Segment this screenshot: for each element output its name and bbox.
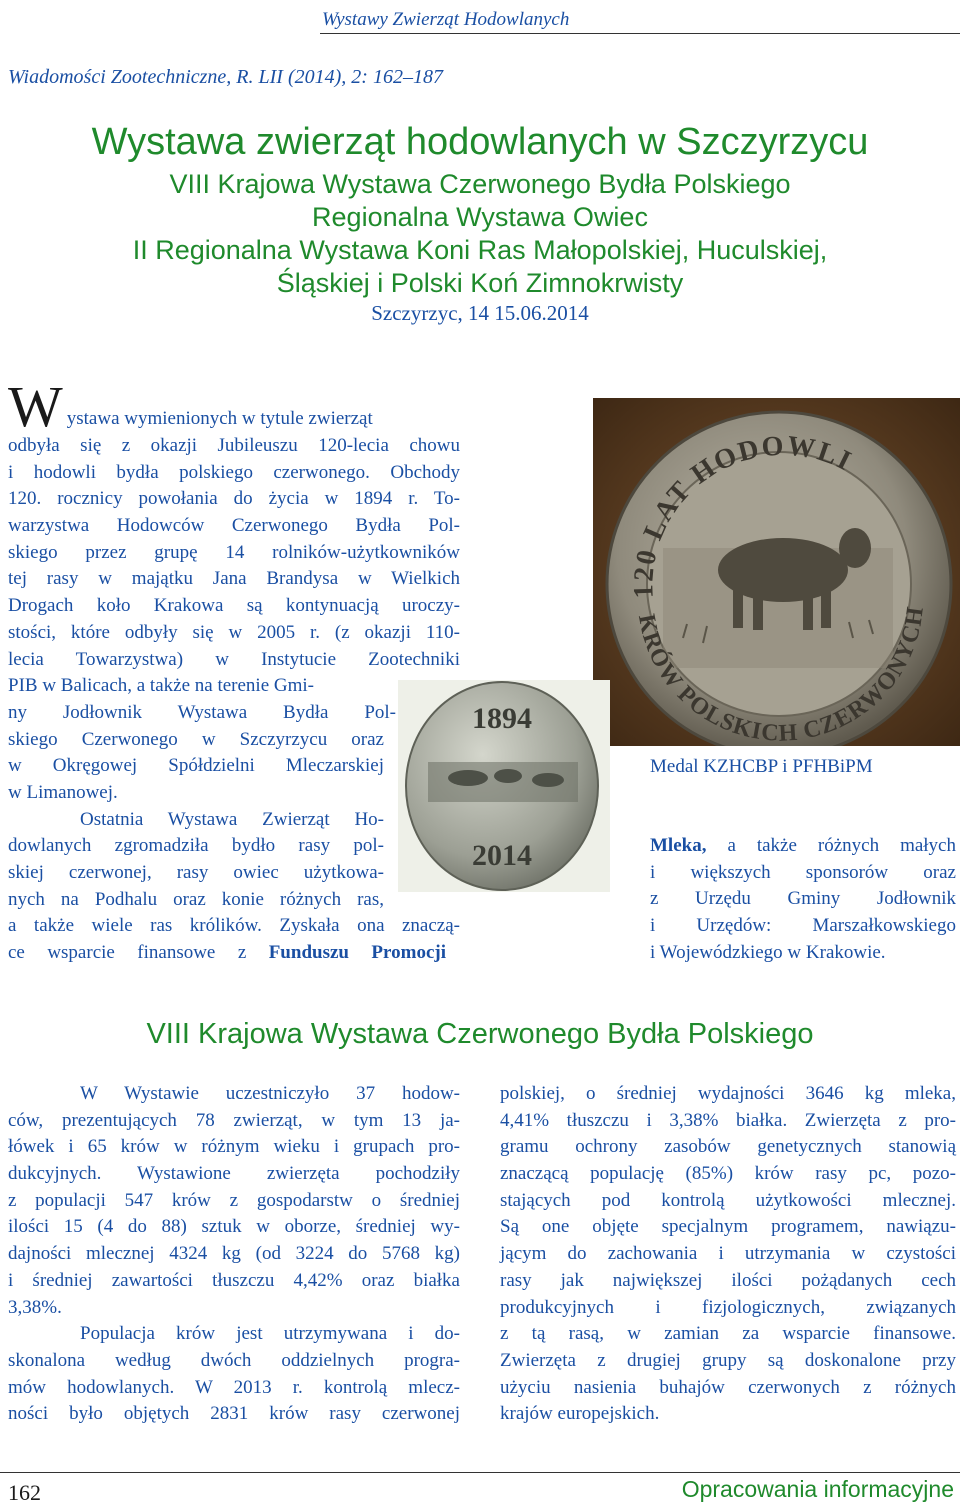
sponsors-paragraph <box>650 833 956 966</box>
col-line: krajów europejskich. <box>500 1403 660 1425</box>
col-line: W Wystawie uczestniczyło 37 hodow- <box>80 1083 460 1104</box>
col-line: Populacja krów jest utrzymywana i do- <box>80 1323 460 1345</box>
sponsors-line: z Urzędu Gminy Jodłownik <box>650 888 956 910</box>
sponsors-line <box>650 833 956 860</box>
medal-inscription-top: 120 LAT HODOWLI <box>628 430 858 599</box>
running-head: Wystawy Zwierząt Hodowlanych <box>322 9 570 30</box>
col-line: 3,38%. <box>8 1296 62 1318</box>
subtitle-horses-cont: Śląskiej i Polski Koń Zimnokrwisty <box>276 268 684 298</box>
drop-cap: W <box>8 374 63 439</box>
col-line: polskiej, o średniej wydajności 3646 kg mleka, <box>500 1083 956 1104</box>
col-line: ilości 15 (4 do 88) sztuk w oborze, średniej wy- <box>8 1216 460 1238</box>
medal-caption: Medal KZHCBP i PFHBiPM <box>650 756 873 777</box>
sponsors-line: i Wojewódzkiego w Krakowie. <box>650 941 886 963</box>
intro-line: dowlanych zgromadziła bydło rasy pol- <box>8 835 384 857</box>
col-line: dukcyjnych. Wystawione zwierzęta pochodziły <box>8 1163 460 1185</box>
place-date: Szczyrzyc, 14 15.06.2014 <box>371 301 589 325</box>
intro-line: PIB w Balicach, a także na terenie Gmi- <box>8 675 314 697</box>
col-line: znaczącą populację (85%) krów rasy pc, pozo- <box>500 1163 956 1185</box>
footer-section-name: Opracowania informacyjne <box>681 1476 954 1502</box>
intro-line: nych na Podhalu oraz konie różnych ras, <box>8 888 384 910</box>
col-line: rasy jak największej ilości pożądanych cech <box>500 1269 956 1291</box>
intro-line: skiego przez grupę 14 rolników-użytkowników <box>8 541 460 563</box>
intro-line: Ostatnia Wystawa Zwierząt Ho- <box>80 808 384 830</box>
col-line: produkcyjnych i fizjologicznych, związanych <box>500 1296 956 1318</box>
col-line: i średniej zawartości tłuszczu 4,42% oraz białka <box>8 1269 460 1291</box>
page-number: 162 <box>8 1480 41 1505</box>
col-line: z tą rasą, w zamian za wsparcie finansowe. <box>500 1323 956 1345</box>
intro-line: a także wiele ras królików. Zyskała ona znaczą- <box>8 915 460 937</box>
col-line: skonalona według dwóch oddzielnych progra- <box>8 1349 460 1371</box>
intro-line: ystawa wymienionych w tytule zwierząt <box>66 408 373 429</box>
fund-name: Funduszu Promocji <box>268 942 446 964</box>
section-right-column <box>500 1081 956 1428</box>
sponsors-line: i większych sponsorów oraz <box>650 861 956 883</box>
sponsors-line: i Urzędów: Marszałkowskiego <box>650 915 956 937</box>
intro-line: i hodowli bydła polskiego czerwonego. Obchody <box>8 461 460 483</box>
col-line: dajności mlecznej 4324 kg (od 3224 do 5768 kg) <box>8 1243 460 1265</box>
col-line: ności było objętych 2831 krów rasy czerwonej <box>8 1403 460 1425</box>
intro-line: skiej czerwonej, rasy owiec użytkowa- <box>8 862 384 883</box>
intro-paragraph <box>8 433 460 967</box>
col-line: mów hodowlanych. W 2013 r. kontrolą mlecz- <box>8 1376 460 1398</box>
col-line: użyciu nasienia buhajów czerwonych z różnych <box>500 1376 956 1398</box>
intro-line: warzystwa Hodowców Czerwonego Bydła Pol- <box>8 515 460 537</box>
col-line: łówek i 65 krów w różnym wieku i grupach pro- <box>8 1136 460 1158</box>
article-title: Wystawa zwierząt hodowlanych w Szczyrzycu <box>91 121 869 163</box>
article-subtitles <box>0 168 960 300</box>
intro-line: odbyła się z okazji Jubileuszu 120-lecia chowu <box>8 435 460 456</box>
medal-year-top: 1894 <box>472 702 532 735</box>
subtitle-horses: II Regionalna Wystawa Koni Ras Małopolskiej, Huculskiej, <box>132 235 828 265</box>
col-line: Są one objęte specjalnym programem, nawiązu- <box>500 1216 956 1238</box>
subtitle-sheep: Regionalna Wystawa Owiec <box>312 202 648 232</box>
col-line: stających pod kontrolą użytkowości mlecznej. <box>500 1189 956 1211</box>
footer-rule <box>0 1472 960 1473</box>
medal-large-drawing <box>593 398 960 746</box>
intro-line: Drogach koło Krakowa są kontynuacją uroczy- <box>8 595 460 617</box>
section-left-column <box>8 1081 460 1428</box>
col-line: Zwierzęta z drugiej grupy są doskonalone przy <box>500 1349 956 1371</box>
intro-first-line <box>8 374 460 439</box>
col-line: ców, prezentujących 78 zwierząt, w tym 13 ja- <box>8 1109 460 1131</box>
intro-line: lecia Towarzystwa) w Instytucie Zootechniki <box>8 648 460 670</box>
medal-year-bottom: 2014 <box>472 839 532 872</box>
intro-line: tej rasy w majątku Jana Brandysa w Wielkich <box>8 568 460 590</box>
col-line: jącym do zachowania i utrzymania w czystości <box>500 1243 956 1265</box>
col-line: z populacji 547 krów z gospodarstw o średniej <box>8 1189 460 1211</box>
intro-line: w Limanowej. <box>8 781 118 803</box>
col-line: gramu ochrony zasobów genetycznych stanowią <box>500 1136 956 1158</box>
intro-line: stości, które odbyły się w 2005 r. (z okazji 110- <box>8 621 460 643</box>
intro-line: w Okręgowej Spółdzielni Mleczarskiej <box>8 755 384 777</box>
col-line: 4,41% tłuszczu i 3,38% białka. Zwierzęta z pro- <box>500 1109 956 1131</box>
medal-large-photo <box>593 398 960 746</box>
sponsors-line1: a także różnych małych <box>706 835 956 856</box>
intro-last-line <box>8 940 446 967</box>
intro-line: skiego Czerwonego w Szczyrzycu oraz <box>8 728 384 750</box>
intro-last-text: ce wsparcie finansowe z <box>8 942 269 964</box>
medal-small-drawing <box>398 680 610 892</box>
header-rule <box>320 33 960 34</box>
section-heading: VIII Krajowa Wystawa Czerwonego Bydła Polskiego <box>146 1018 814 1050</box>
journal-reference: Wiadomości Zootechniczne, R. LII (2014), 2: 162–187 <box>8 66 443 88</box>
medal-small-photo <box>398 680 610 892</box>
intro-line: ny Jodłownik Wystawa Bydła Pol- <box>8 701 396 723</box>
medal-inscription-bottom: KRÓW POLSKICH CZERWONYCH <box>632 604 929 746</box>
intro-line: 120. rocznicy powołania do życia w 1894 r. To- <box>8 488 460 510</box>
sponsors-bold: Mleka, <box>650 835 707 856</box>
subtitle-cattle: VIII Krajowa Wystawa Czerwonego Bydła Polskiego <box>169 169 791 199</box>
